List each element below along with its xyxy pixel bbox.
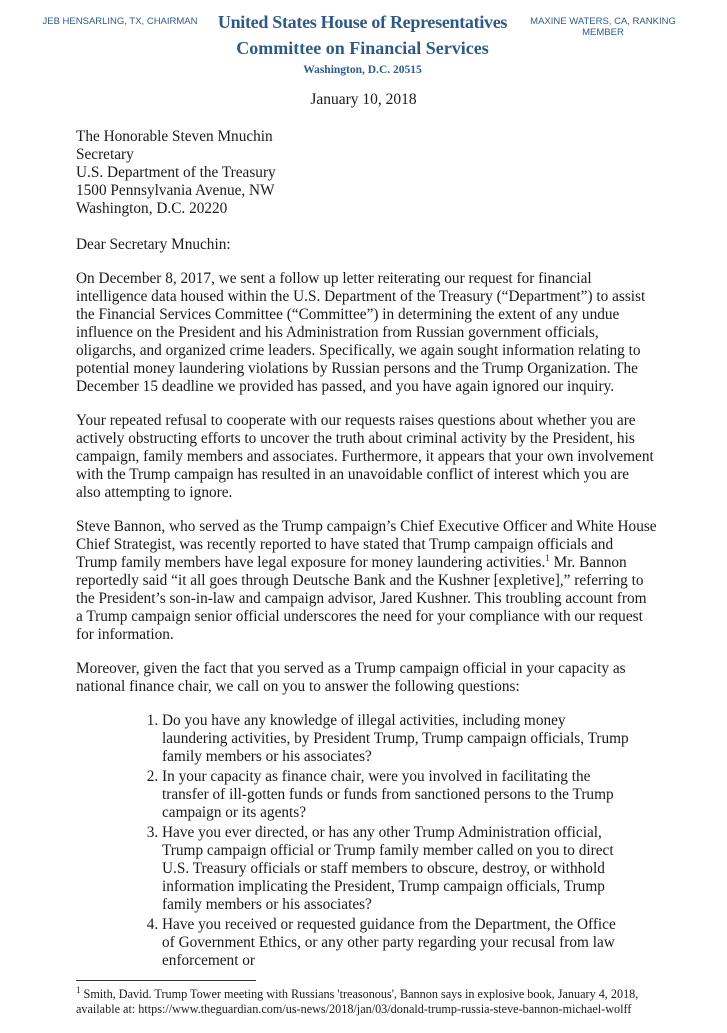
paragraph-bannon bbox=[76, 518, 657, 644]
letterhead-city: Washington, D.C. 20515 bbox=[303, 64, 422, 76]
footnote-divider bbox=[76, 980, 256, 981]
bannon-text-cont: Mr. Bannon reportedly said “it all goes through Deutsche Bank and the Kushner [expletive],” referring to the President’s son-in-law and campaign advisor, Jared Kushner. This troubling account from a Trump campaign senior official underscores the need for your compliance with our request for information. bbox=[76, 554, 647, 643]
question-item: 2. In your capacity as finance chair, were you involved in facilitating the transfer of ill-gotten funds or funds from sanctioned persons to the Trump campaign or its agents? bbox=[162, 768, 630, 822]
paragraph-followup: On December 8, 2017, we sent a follow up letter reiterating our request for financial intelligence data housed within the U.S. Department of the Treasury (“Department”) to assist the Financial Services Committee (“Committee”) in determining the extent of any undue influence on the President and his Administration from Russian government officials, oligarchs, and organized crime leaders. Specifically, we again sought information relating to potential money laundering violations by Russian persons and the Trump Organization. The December 15 deadline we provided has passed, and you have again ignored our inquiry. bbox=[76, 270, 646, 395]
ranking-member-label: MAXINE WATERS, CA, RANKING MEMBER bbox=[530, 16, 676, 38]
paragraph-refusal: Your repeated refusal to cooperate with our requests raises questions about whether you are actively obstructing efforts to uncover the truth about criminal activity by the President, his campaign, family members and associates. Furthermore, it appears that your own involvement with the Trump campaign has resulted in an unavoidable conflict of interest which you are also attempting to ignore. bbox=[76, 412, 654, 501]
address-line: 1500 Pennsylvania Avenue, NW bbox=[76, 182, 275, 199]
footnote-ref: 1 bbox=[545, 552, 550, 563]
letterhead-house: United States House of Representatives bbox=[217, 12, 508, 32]
question-item: 3. Have you ever directed, or has any other Trump Administration official, Trump campaign official or Trump family member called on you to direct U.S. Treasury officials or staff members to obscure, destroy, or withhold information implicating the President, Trump campaign officials, Trump family members or his associates? bbox=[162, 824, 630, 914]
question-item: 1. Do you have any knowledge of illegal activities, including money laundering activities, by President Trump, Trump campaign officials, Trump family members or his associates? bbox=[162, 712, 630, 766]
footnote-text: Smith, David. Trump Tower meeting with Russians 'treasonous', Bannon says in explosive book, January 4, 2018, available at: https://www.theguardian.com/us-news/2018/jan/03/donald-trump-russia-steve-bannon-michael-wolff bbox=[76, 987, 639, 1016]
footnote-number: 1 bbox=[76, 984, 81, 995]
letterhead-committee: Committee on Financial Services bbox=[236, 38, 489, 58]
address-line: Secretary bbox=[76, 146, 134, 163]
address-line: The Honorable Steven Mnuchin bbox=[76, 128, 273, 145]
chairman-label: JEB HENSARLING, TX, CHAIRMAN bbox=[42, 16, 198, 27]
footnote bbox=[76, 984, 676, 1017]
address-line: U.S. Department of the Treasury bbox=[76, 164, 276, 181]
bannon-text: Steve Bannon, who served as the Trump campaign’s Chief Executive Officer and White House Chief Strategist, was recently reported to have stated that Trump campaign officials and Trump family members have legal exposure for money laundering activities. bbox=[76, 518, 657, 571]
letter-date: January 10, 2018 bbox=[310, 91, 417, 108]
salutation: Dear Secretary Mnuchin: bbox=[76, 236, 231, 253]
paragraph-questions-intro: Moreover, given the fact that you served as a Trump campaign official in your capacity as national finance chair, we call on you to answer the following questions: bbox=[76, 660, 626, 695]
question-item: 4. Have you received or requested guidance from the Department, the Office of Government Ethics, or any other party regarding your recusal from law enforcement or bbox=[162, 916, 630, 970]
address-line: Washington, D.C. 20220 bbox=[76, 200, 228, 217]
questions-list bbox=[140, 712, 630, 970]
recipient-address bbox=[76, 128, 657, 218]
